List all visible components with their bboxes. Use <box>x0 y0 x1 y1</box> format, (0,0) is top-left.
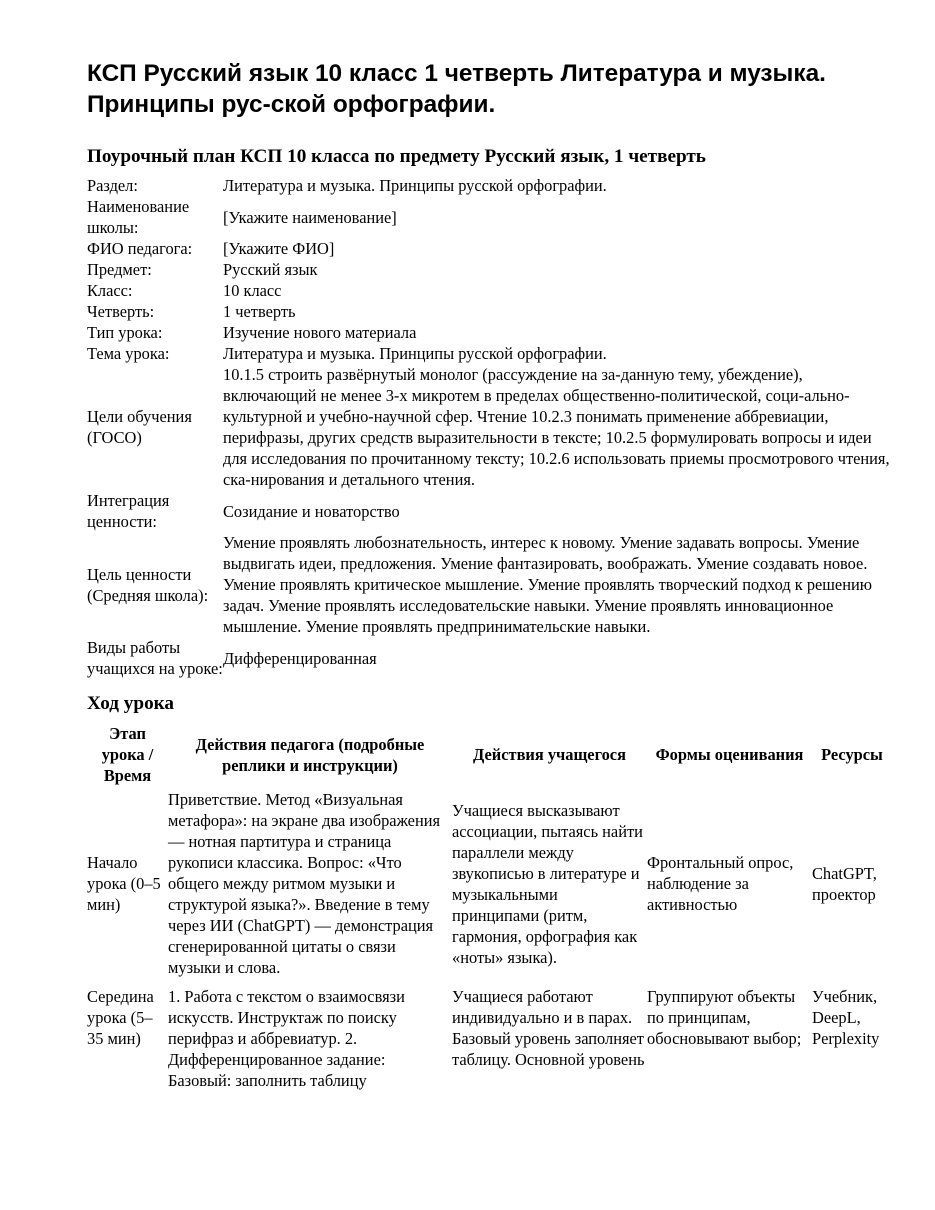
info-label: Цель ценности (Средняя школа): <box>87 564 209 605</box>
info-label: Виды работы учащихся на уроке: <box>87 638 223 678</box>
info-value: 10 класс <box>223 281 282 300</box>
document-page <box>87 58 892 1099</box>
info-label: ФИО педагога: <box>87 239 193 258</box>
info-row <box>87 343 892 364</box>
lesson-progress-heading: Ход урока <box>87 693 175 714</box>
table-row <box>87 986 892 1099</box>
info-row <box>87 322 892 343</box>
info-row <box>87 259 892 280</box>
header-assessment: Формы оценивания <box>655 745 804 764</box>
plan-heading: Поурочный план КСП 10 класса по предмету Русский язык, 1 четверть <box>87 146 706 167</box>
info-label: Тип урока: <box>87 323 163 342</box>
cell-assessment: Фронтальный опрос, наблюдение за активностью <box>647 853 794 914</box>
header-stage: Этап урока / Время <box>101 724 154 785</box>
cell-stage: Начало урока (0–5 мин) <box>87 853 161 914</box>
info-value: [Укажите наименование] <box>223 207 397 227</box>
table-row <box>87 789 892 986</box>
info-row <box>87 280 892 301</box>
info-value: Умение проявлять любознательность, интерес к новому. Умение задавать вопросы. Умение выдвигать идеи, предложения. Умение фантазировать, воображать. Умение создавать новое. Умение проявлять критическое мышление. Умение проявлять творческий подход к решению задач. Умение проявлять исследовательские навыки. Умение проявлять инновационное мышление. Умение проявлять предпринимательские навыки. <box>223 533 872 636</box>
info-label: Интеграция ценности: <box>87 491 170 531</box>
info-label: Цели обучения (ГОСО) <box>87 407 192 447</box>
lesson-info-table <box>87 175 892 679</box>
info-label: Раздел: <box>87 176 138 195</box>
info-value: 10.1.5 строить развёрнутый монолог (рассуждение на за-данную тему, убеждение), включающий не менее 3-х микротем в пределах общественно-политической, соци-ально-культурной и учебно-научной сфер. Чтение 10.2.3 понимать применение аббревиации, перифразы, других средств выразительности в тексте; 10.2.5 формулировать вопросы и идеи для исследования по прочитанному тексту; 10.2.6 использовать приемы просмотрового чтения, ска-нирования и детального чтения. <box>223 365 890 489</box>
info-row <box>87 364 892 490</box>
info-row <box>87 238 892 259</box>
cell-student-actions: Учащиеся высказывают ассоциации, пытаясь найти параллели между звукописью в литературе и музыкальными принципами (ритм, гармония, орфография как «ноты» языка). <box>452 800 643 967</box>
info-value: 1 четверть <box>223 302 296 321</box>
info-value: Литература и музыка. Принципы русской орфографии. <box>223 344 607 363</box>
info-row <box>87 196 892 238</box>
info-row <box>87 532 892 637</box>
info-value: [Укажите ФИО] <box>223 239 335 258</box>
info-label: Четверть: <box>87 302 155 321</box>
table-header-row <box>87 723 892 789</box>
info-label: Класс: <box>87 281 133 300</box>
info-row <box>87 175 892 196</box>
cell-teacher-actions: 1. Работа с текстом о взаимосвязи искусств. Инструктаж по поиску перифраз и аббревиатур. 2. Дифференцированное задание: Базовый: заполнить таблицу <box>168 987 405 1090</box>
info-row <box>87 490 892 532</box>
info-row <box>87 301 892 322</box>
info-value: Созидание и новаторство <box>223 501 400 521</box>
cell-resources: ChatGPT, проектор <box>812 863 877 904</box>
info-value: Русский язык <box>223 260 318 279</box>
lesson-steps-table <box>87 723 892 1099</box>
cell-resources: Учебник, DeepL, Perplexity <box>812 987 880 1048</box>
header-teacher-actions: Действия педагога (подробные реплики и инструкции) <box>195 734 425 775</box>
info-label: Наименование школы: <box>87 197 190 237</box>
info-row <box>87 637 892 679</box>
document-title: КСП Русский язык 10 класс 1 четверть Литература и музыка. Принципы рус-ской орфографии. <box>87 60 826 118</box>
cell-student-actions: Учащиеся работают индивидуально и в парах. Базовый уровень заполняет таблицу. Основной уровень <box>452 987 645 1069</box>
cell-teacher-actions: Приветствие. Метод «Визуальная метафора»: на экране два изображения — нотная партитура и страница рукописи классика. Вопрос: «Что общего между ритмом музыки и структурой языка?». Введение в тему через ИИ (ChatGPT) — демонстрация сгенерированной цитаты о связи музыки и слова. <box>168 790 441 977</box>
cell-stage: Середина урока (5–35 мин) <box>87 987 154 1048</box>
info-label: Предмет: <box>87 260 152 279</box>
header-resources: Ресурсы <box>821 745 883 764</box>
info-value: Дифференцированная <box>223 648 377 668</box>
header-student-actions: Действия учащегося <box>473 745 626 764</box>
cell-assessment: Группируют объекты по принципам, обосновывают выбор; <box>647 987 802 1048</box>
info-value: Изучение нового материала <box>223 323 417 342</box>
info-value: Литература и музыка. Принципы русской орфографии. <box>223 176 607 195</box>
info-label: Тема урока: <box>87 344 170 363</box>
